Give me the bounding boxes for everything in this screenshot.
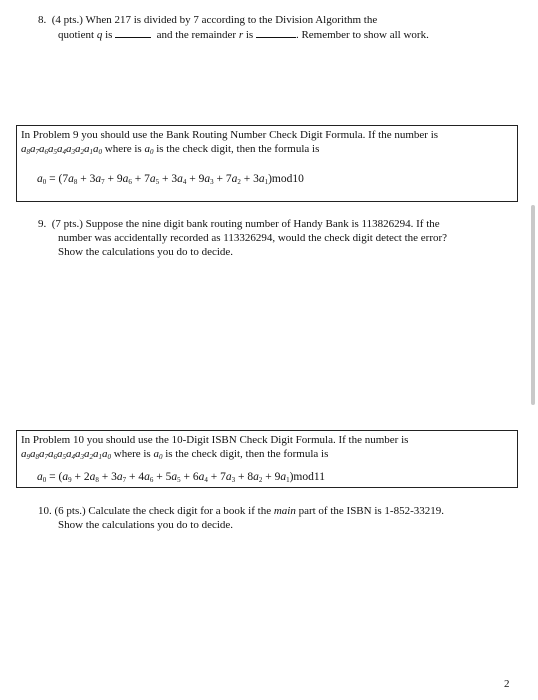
remainder-blank[interactable]	[256, 28, 296, 38]
q9-line2: number was accidentally recorded as 113326294, would the check digit detect the error?	[58, 232, 448, 244]
q10-line2: Show the calculations you do to decide.	[58, 519, 234, 531]
problem10-instructions-box	[16, 430, 518, 488]
q9-line1: 9. (7 pts.) Suppose the nine digit bank routing number of Handy Bank is 113826294. If the	[38, 218, 440, 230]
q8-line2: quotient q is and the remainder r is . Remember to show all work.	[58, 29, 429, 41]
q9-line3: Show the calculations you do to decide.	[58, 246, 234, 258]
q8-number: 8.	[38, 14, 47, 26]
q8-text1: When 217 is divided by 7 according to the Division Algorithm the	[85, 14, 378, 26]
box10-line1: In Problem 10 you should use the 10-Digit ISBN Check Digit Formula. If the number is	[21, 434, 409, 446]
q9-points: (7 pts.)	[51, 218, 83, 230]
problem9-instructions-box	[16, 125, 518, 202]
box9-line2: $a_8a_7a_6a_5a_4a_3a_2a_1a_0$ where is $a_0$ is the check digit, then the formula is	[21, 143, 320, 156]
box10-formula: $a_0 = (a_9 + 2a_8 + 3a_7 + 4a_6 + 5a_5 + 6a_4 + 7a_3 + 8a_2 + 9a_1)mod11$	[37, 471, 325, 484]
box9-line1: In Problem 9 you should use the Bank Routing Number Check Digit Formula. If the number is	[21, 129, 439, 141]
main-word: main	[273, 505, 296, 517]
q10-line1: 10. (6 pts.) Calculate the check digit for a book if the main part of the ISBN is 1-852-33219.	[38, 505, 445, 517]
box9-formula: $a_0 = (7a_8 + 3a_7 + 9a_6 + 7a_5 + 3a_4 + 9a_3 + 7a_2 + 3a_1)mod10$	[37, 173, 304, 186]
q8-line1	[38, 14, 377, 27]
page-number: 2	[504, 678, 510, 690]
box10-line2: $a_9a_8a_7a_6a_5a_4a_3a_2a_1a_0$ where is $a_0$ is the check digit, then the formula is	[21, 448, 329, 461]
q8-points: (4 pts.)	[51, 14, 83, 26]
q9-number: 9.	[38, 218, 47, 230]
q10-number: 10.	[38, 505, 52, 517]
quotient-blank[interactable]	[115, 28, 151, 38]
vertical-scrollbar[interactable]	[531, 205, 535, 405]
q10-points: (6 pts.)	[54, 505, 86, 517]
